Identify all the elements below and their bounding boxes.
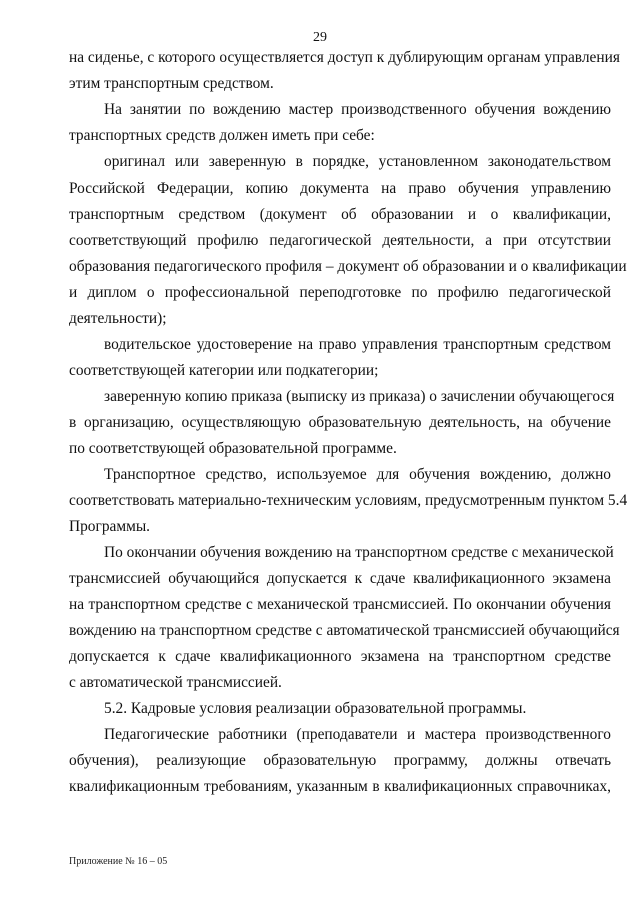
text-line: Транспортное средство, используемое для обучения вождению, должно bbox=[104, 466, 611, 483]
text-line: трансмиссией обучающийся допускается к сдаче квалификационного экзамена bbox=[69, 570, 611, 587]
page-number: 29 bbox=[313, 30, 327, 45]
text-line: по соответствующей образовательной программе. bbox=[69, 440, 397, 457]
text-line: деятельности); bbox=[69, 310, 167, 327]
text-line: На занятии по вождению мастер производственного обучения вождению bbox=[104, 101, 611, 118]
text-line: на сиденье, с которого осуществляется доступ к дублирующим органам управления bbox=[69, 49, 620, 66]
text-line: Российской Федерации, копию документа на право обучения управлению bbox=[69, 180, 611, 197]
text-line: обучения), реализующие образовательную программу, должны отвечать bbox=[69, 752, 611, 769]
text-line: водительское удостоверение на право управления транспортным средством bbox=[104, 336, 611, 353]
footer-note: Приложение № 16 – 05 bbox=[69, 856, 168, 867]
text-line: этим транспортным средством. bbox=[69, 75, 274, 92]
text-line: на транспортном средстве с механической трансмиссией. По окончании обучения bbox=[69, 596, 611, 613]
section-heading: 5.2. Кадровые условия реализации образовательной программы. bbox=[104, 700, 527, 717]
text-line: образования педагогического профиля – документ об образовании и о квалификации bbox=[69, 258, 627, 275]
text-line: транспортных средств должен иметь при себе: bbox=[69, 127, 375, 144]
text-line: соответствовать материально-техническим условиям, предусмотренным пунктом 5.4 bbox=[69, 492, 628, 509]
text-line: вождению на транспортном средстве с автоматической трансмиссией обучающийся bbox=[69, 622, 620, 639]
text-line: с автоматической трансмиссией. bbox=[69, 674, 282, 691]
text-line: транспортным средством (документ об образовании и о квалификации, bbox=[69, 206, 611, 223]
text-line: соответствующий профилю педагогической деятельности, а при отсутствии bbox=[69, 232, 611, 249]
text-line: допускается к сдаче квалификационного экзамена на транспортном средстве bbox=[69, 648, 611, 665]
text-line: заверенную копию приказа (выписку из приказа) о зачислении обучающегося bbox=[104, 388, 615, 405]
text-line: оригинал или заверенную в порядке, установленном законодательством bbox=[104, 153, 611, 170]
text-line: соответствующей категории или подкатегории; bbox=[69, 362, 379, 379]
text-line: По окончании обучения вождению на транспортном средстве с механической bbox=[104, 544, 614, 561]
text-line: в организацию, осуществляющую образовательную деятельность, на обучение bbox=[69, 414, 611, 431]
text-line: Педагогические работники (преподаватели и мастера производственного bbox=[104, 726, 611, 743]
text-line: квалификационным требованиям, указанным в квалификационных справочниках, bbox=[69, 778, 611, 795]
text-line: и диплом о профессиональной переподготовке по профилю педагогической bbox=[69, 284, 611, 301]
text-line: Программы. bbox=[69, 518, 151, 535]
